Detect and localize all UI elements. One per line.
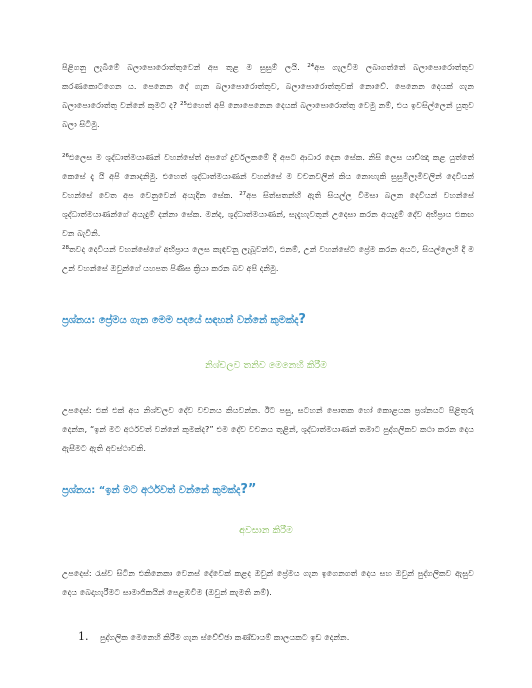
section-heading-silent-meditation: නිශ්චලව තනිව මෙනෙහි කිරීම: [205, 360, 327, 371]
instruction-paragraph-1: උපදෙස්: එක් එක් අය නිශ්චලව දේව වචනය කියවන්න. ඊට පසු, සටහන් පොතක හෝ කොළයක ප්‍රශ්නයට පිළිතුරු දෙන්න, “ඉන් මට අර්ථවත් වන්නේ කුමක්ද?” එම දේව වචනය තුළින්, ශුද්ධාත්මයාණන් තමාට පුද්ගලිකව කථා කරන දෙය ඇසීමට ඇති අවස්ථාවකි.: [62, 405, 474, 453]
question-heading-1: ප්‍රශ්නය: ප්‍රේමය ගැන මෙම පදයේ සඳහන් වන්නේ කුමක්ද?: [62, 312, 306, 327]
verse-number: 24: [307, 63, 315, 69]
verse-number: 26: [62, 153, 69, 159]
scripture-paragraph-2: $^{26}$එලෙස ම ශුද්ධාත්මයාණන් වහන්සේත් අපගේ දුර්වලකමේ දී අපට ආධාර දෙන සේක. නිසි ලෙස යාච්ඤා කළ යුත්තේ කෙසේ දැ යි අපි නොදනිමු. එහෙත් ශුද්ධාත්මයාණන් වහන්සේ ම වචනවලින් කිය නොහැකි සුසුමිලෑමිවලින් දෙවියන් වහන්සේ වෙත අප වෙනුවෙන් අයැදින සේක. $^{27}$අප සිත්සතන්හි ඇති සියල්ල විමසා බලන දෙවියන් වහන්සේ ශුද්ධාත්මයාණන්ගේ අයැදුම් දන්නා සේක. මන්ද, ශුද්ධාත්මයාණන්, සැදැහැවතුන් උදෙසා කරන අයැදුම් දේව අභිප්‍රාය එකඟ වන බැවිනි.: [62, 152, 475, 238]
verse-number: 25: [180, 101, 188, 107]
instruction-paragraph-2: උපදෙස්: රැස්ව සිටින එකිනෙකා වෙනස් දේවෙක් කළද ඔවුන් ප්‍රේමය ගැන ඉගෙනගත් දෙය සහ ඔවුන් පුද්ගලිකව ඇසුව දෙය බෙදාහැරීමට සාමාජිකයින් පෙළඹවීම (ඔවුන් කැමති නම්).: [62, 568, 474, 597]
question-heading-2: ප්‍රශ්නය: “ඉන් මට අර්ථවත් වන්නේ කුමක්ද?”: [62, 482, 257, 497]
section-heading-conclusion: අවසාන කිරීම: [239, 525, 293, 536]
list-number: 1.: [78, 630, 89, 643]
scripture-paragraph-3: $^{28}$තවද දෙවියන් වහන්සේගේ අභිප්‍රාය ලෙස කැඳවනු ලැබූවන්ට, එනම්, උන් වහන්සේට ප්‍රේම කරන අයට, සියල්ලෙහි දී ම උන් වහන්සේ ඔවුන්ගේ යහපත පිණිස ක්‍රියා කරන බව අපි දනිමු.: [62, 244, 474, 273]
list-item: [78, 630, 478, 644]
list-item-text: පුද්ගලික මෙනෙහි කිරීම ගැන ස්වේච්ඡා කණ්ඩායම් කාලයකට ඉඩ දෙන්න.: [100, 632, 350, 642]
verse-number: 27: [239, 191, 247, 197]
verse-number: 28: [62, 245, 69, 251]
scripture-paragraph-1: පිළිගනු ලැබීමේ බලාපොරොත්තුවෙන් අප තුළ ම සුසුම් ලයි. $^{24}$අප ගැලවීම ලබාගත්තේ බලාපොරොත්තුව කරණකොටගෙන ය. පෙනෙන දේ ගැන බලාපොරොත්තුව, බලාපොරොත්තුවක් නොවේ. පෙනෙන දෙයක් ගැන බලාපොරොත්තු වන්නේ කුමට ද? $^{25}$එහෙත් අපි නොපෙනෙන දෙයක් බලාපොරොත්තු වෙමු නම්, එය ඉවසිල්ලෙන් යුතුව බලා සිටිමු.: [62, 62, 474, 129]
